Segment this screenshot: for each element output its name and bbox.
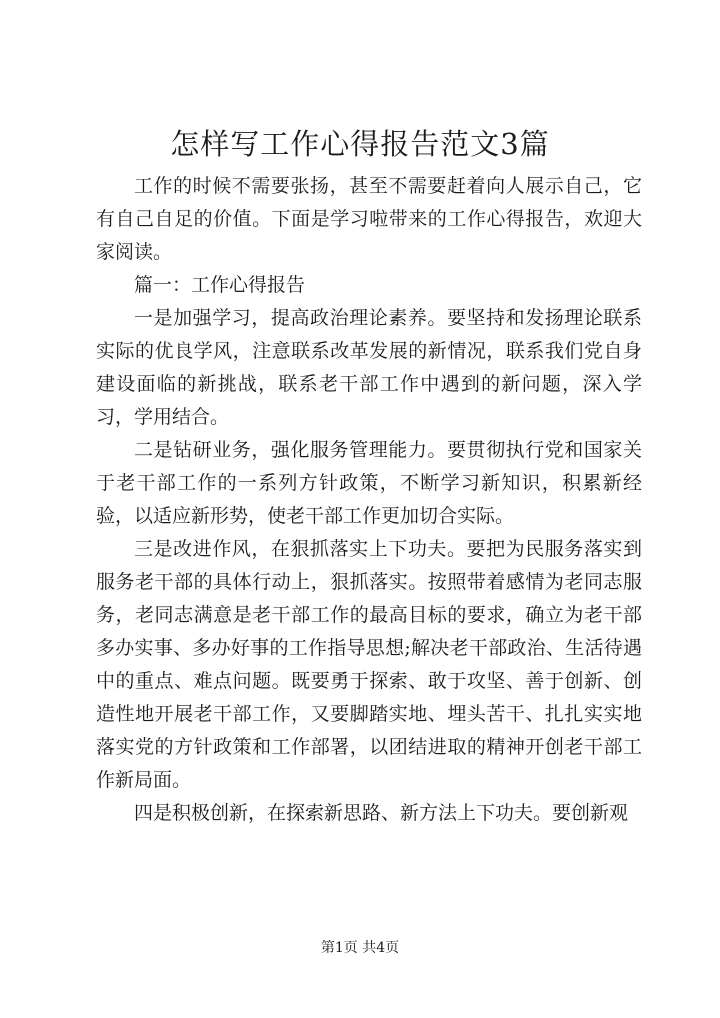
page-number-footer: 第1页 共4页 <box>320 940 400 956</box>
body-paragraph-1: 一是加强学习，提高政治理论素养。要坚持和发扬理论联系实际的优良学风，注意联系改革发展的新情况，联系我们党自身建设面临的新挑战，联系老干部工作中遇到的新问题，深入学习，学用结合。 <box>96 307 642 428</box>
body-paragraph-2: 二是钻研业务，强化服务管理能力。要贯彻执行党和国家关于老干部工作的一系列方针政策，不断学习新知识，积累新经验，以适应新形势，使老干部工作更加切合实际。 <box>96 439 642 527</box>
section-heading: 篇一：工作心得报告 <box>134 274 306 296</box>
document-title: 怎样写工作心得报告范文3篇 <box>170 127 550 161</box>
body-paragraph-3: 三是改进作风，在狠抓落实上下功夫。要把为民服务落实到服务老干部的具体行动上，狠抓落实。按照带着感情为老同志服务，老同志满意是老干部工作的最高目标的要求，确立为老干部多办实事、多办好事的工作指导思想;解决老干部政治、生活待遇中的重点、难点问题。既要勇于探索、敢于攻坚、善于创新、创造性地开展老干部工作，又要脚踏实地、埋头苦干、扎扎实实地落实党的方针政策和工作部署，以团结进取的精神开创老干部工作新局面。 <box>96 538 642 791</box>
body-paragraph-4: 四是积极创新，在探索新思路、新方法上下功夫。要创新观 <box>134 802 629 824</box>
intro-paragraph: 工作的时候不需要张扬，甚至不需要赶着向人展示自己，它有自己自足的价值。下面是学习啦带来的工作心得报告，欢迎大家阅读。 <box>96 175 642 263</box>
document-body <box>96 170 642 830</box>
